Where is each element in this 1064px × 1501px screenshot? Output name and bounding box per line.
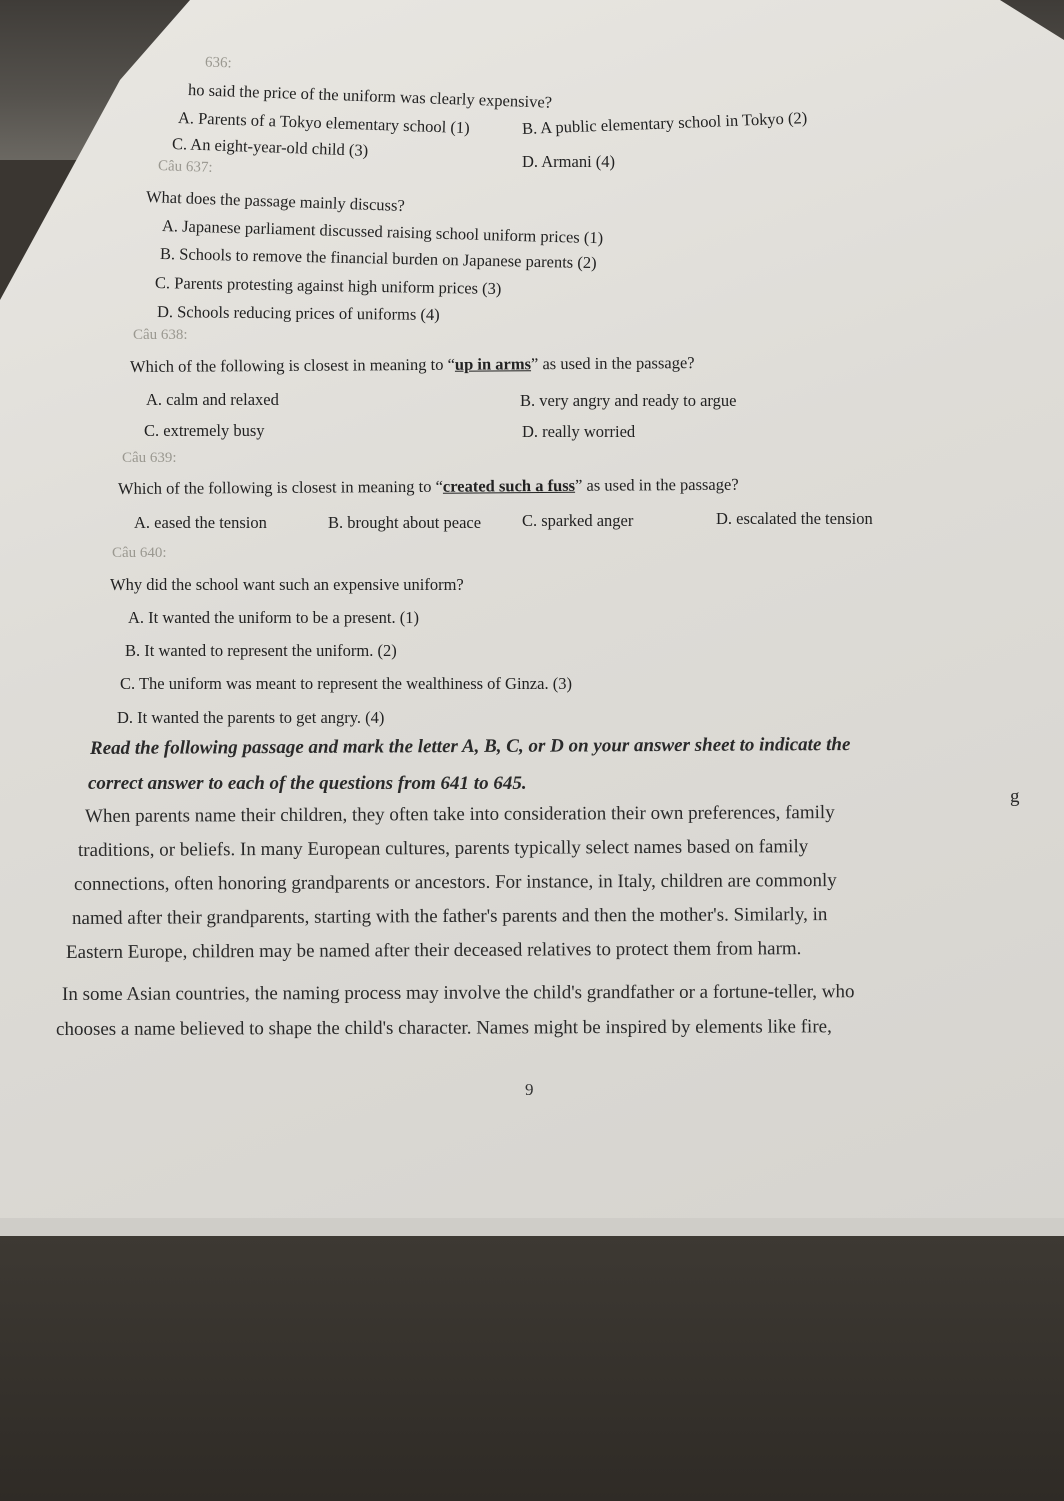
q638-stem: Which of the following is closest in meaning to “up in arms” as used in the passage? xyxy=(129,353,695,376)
q638-key-phrase: up in arms xyxy=(454,354,532,374)
q638-option-b: B. very angry and ready to argue xyxy=(520,391,737,410)
desk-background-bottom xyxy=(0,1236,1064,1501)
q639-option-c: C. sparked anger xyxy=(522,511,634,530)
passage-line-1: When parents name their children, they often take into consideration their own preferences, family xyxy=(84,802,835,827)
q636-option-b: B. A public elementary school in Tokyo (2) xyxy=(521,108,808,138)
q639-option-b: B. brought about peace xyxy=(328,513,482,532)
q637-option-d: D. Schools reducing prices of uniforms (4) xyxy=(156,302,440,324)
q637-option-a: A. Japanese parliament discussed raising school uniform prices (1) xyxy=(161,216,604,248)
passage-line-3: connections, often honoring grandparents or ancestors. For instance, in Italy, children are commonly xyxy=(73,870,837,895)
q640-stem: Why did the school want such an expensive uniform? xyxy=(110,575,464,594)
q637-stem: What does the passage mainly discuss? xyxy=(145,187,406,216)
q636-option-a: A. Parents of a Tokyo elementary school (1) xyxy=(177,108,470,138)
q639-option-d: D. escalated the tension xyxy=(716,509,873,528)
passage-line-6: In some Asian countries, the naming process may involve the child's grandfather or a fortune-teller, who xyxy=(61,981,855,1005)
passage-line-5: Eastern Europe, children may be named after their deceased relatives to protect them from harm. xyxy=(65,938,802,963)
q636-stem: ho said the price of the uniform was clearly expensive? xyxy=(187,80,553,112)
passage-line-7: chooses a name believed to shape the child's character. Names might be inspired by elements like fire, xyxy=(55,1016,832,1040)
passage-instruction-line-1: Read the following passage and mark the letter A, B, C, or D on your answer sheet to indicate the xyxy=(89,734,851,759)
question-fragment-number: 636: xyxy=(204,54,232,72)
q637-option-b: B. Schools to remove the financial burden on Japanese parents (2) xyxy=(159,244,597,273)
q636-option-c: C. An eight-year-old child (3) xyxy=(171,134,369,160)
q638-label: Câu 638: xyxy=(133,327,188,343)
q640-option-c: C. The uniform was meant to represent the wealthiness of Ginza. (3) xyxy=(120,674,572,693)
q639-key-phrase: created such a fuss xyxy=(442,475,576,496)
q638-option-a: A. calm and relaxed xyxy=(146,390,279,409)
q640-option-d: D. It wanted the parents to get angry. (4) xyxy=(117,708,385,727)
q639-stem: Which of the following is closest in meaning to “created such a fuss” as used in the passage? xyxy=(117,474,739,498)
q637-option-c: C. Parents protesting against high uniform prices (3) xyxy=(154,273,502,299)
passage-line-4: named after their grandparents, starting with the father's parents and then the mother's. Similarly, in xyxy=(71,904,828,929)
margin-note: g xyxy=(1010,786,1020,807)
page-number: 9 xyxy=(525,1080,534,1099)
q639-label: Câu 639: xyxy=(122,450,177,466)
q640-option-b: B. It wanted to represent the uniform. (2) xyxy=(125,641,397,660)
paper-underlayer xyxy=(0,1218,1064,1236)
q636-option-d: D. Armani (4) xyxy=(522,152,616,171)
q640-label: Câu 640: xyxy=(112,545,167,561)
q639-option-a: A. eased the tension xyxy=(134,513,267,532)
q638-option-c: C. extremely busy xyxy=(144,421,265,440)
passage-instruction-line-2: correct answer to each of the questions from 641 to 645. xyxy=(88,773,527,794)
q640-option-a: A. It wanted the uniform to be a present. (1) xyxy=(128,608,419,627)
q637-label: Câu 637: xyxy=(157,158,213,176)
q638-option-d: D. really worried xyxy=(522,422,636,441)
passage-line-2: traditions, or beliefs. In many European cultures, parents typically select names based on family xyxy=(77,836,809,861)
